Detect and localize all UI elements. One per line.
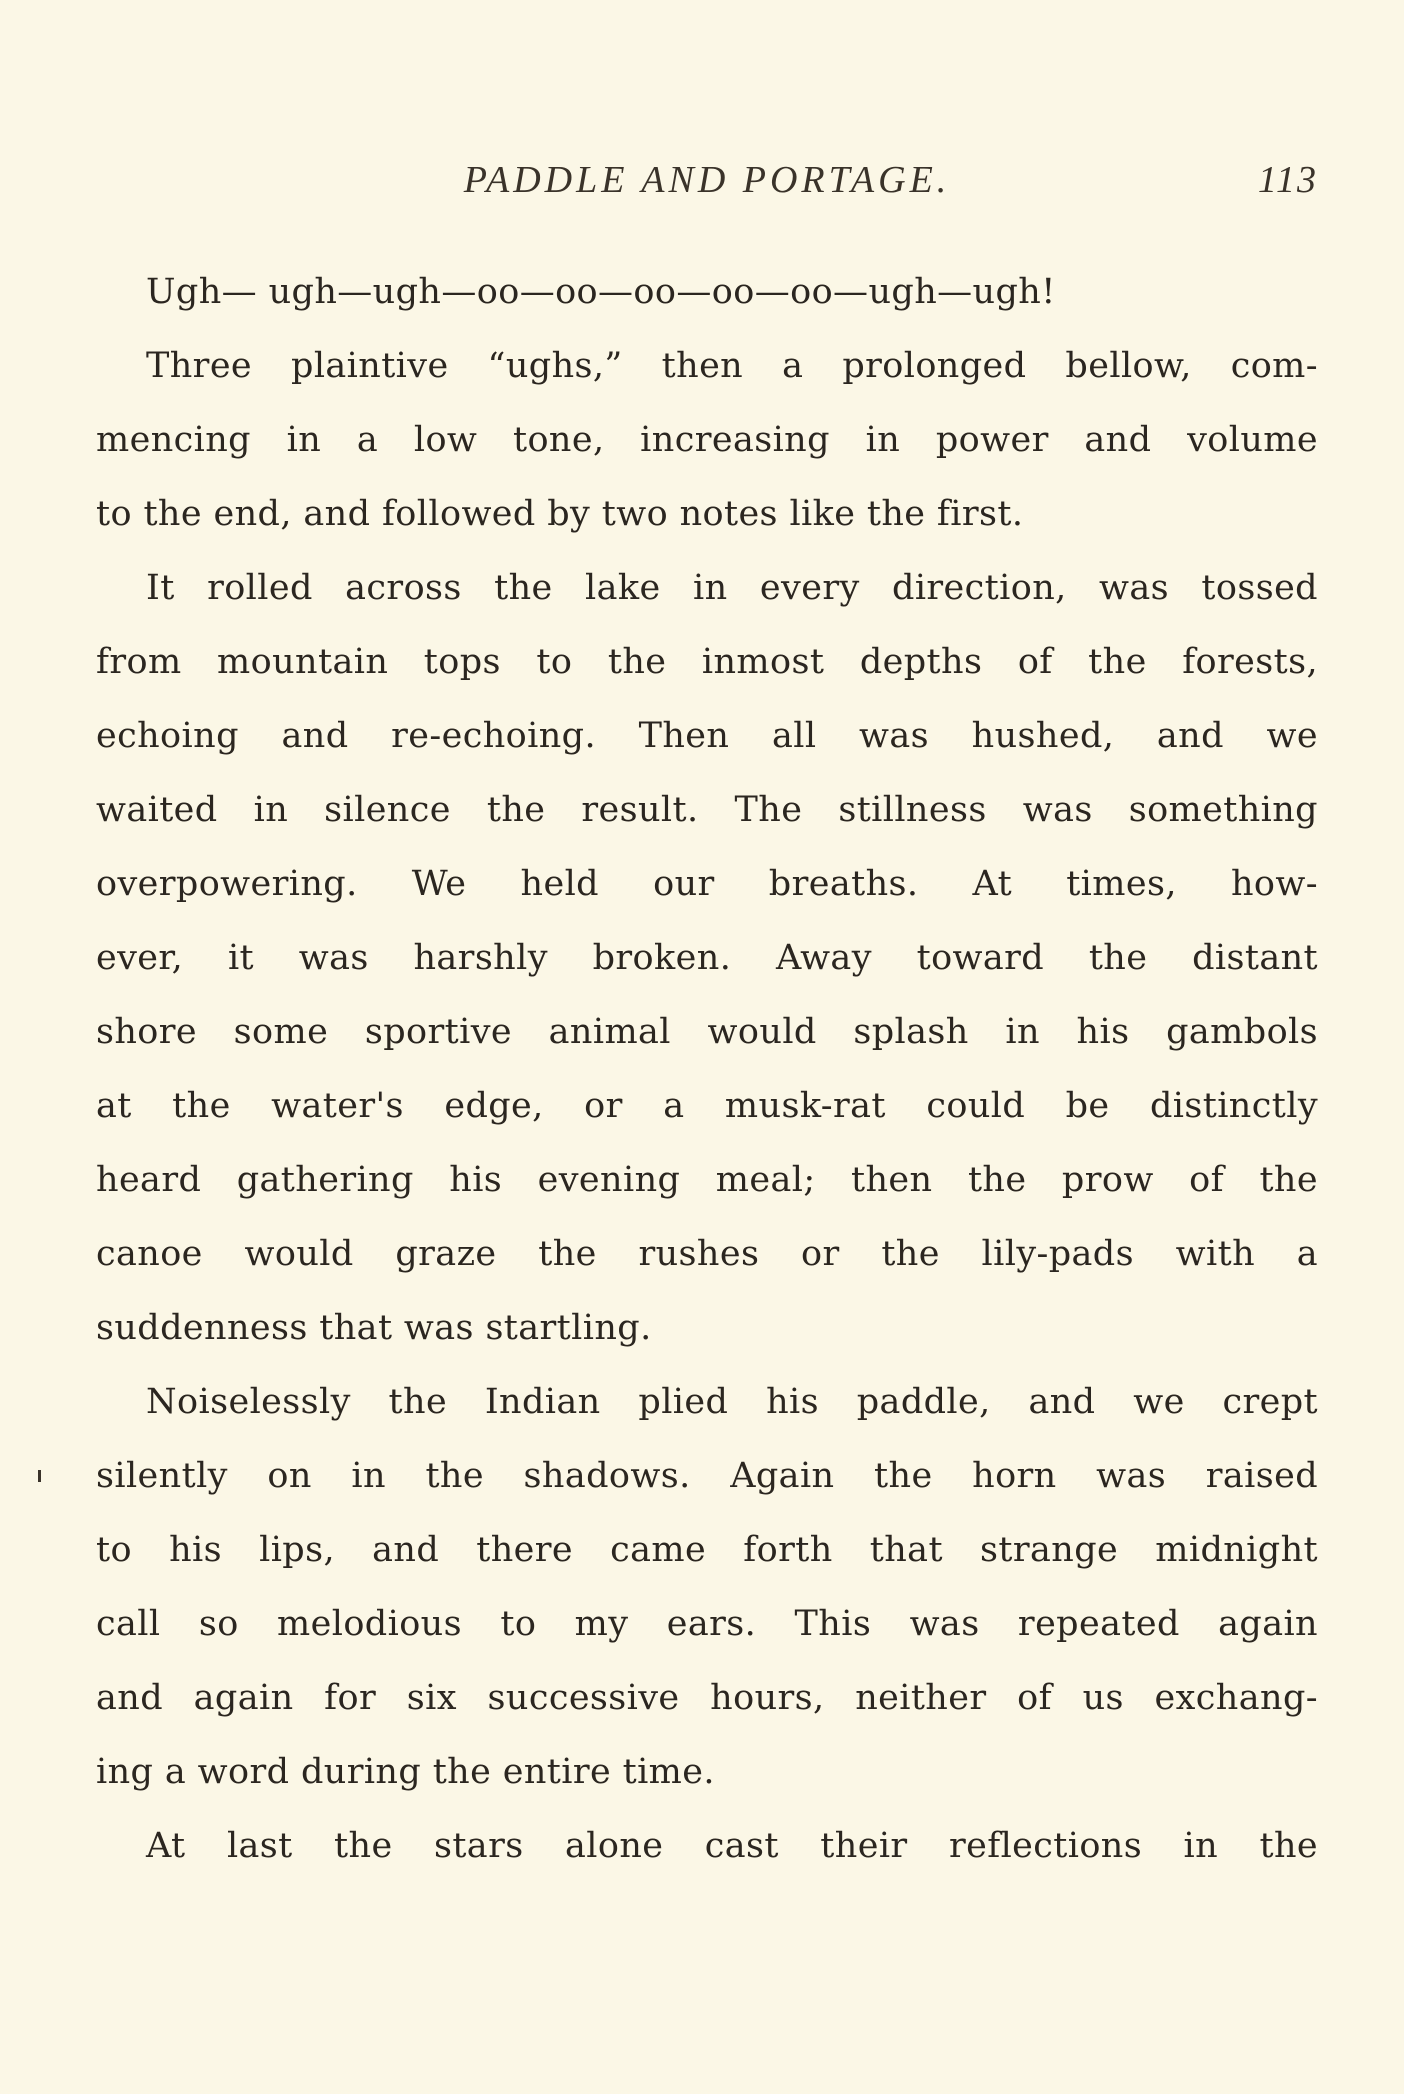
body-text	[96, 255, 1318, 1883]
text-line: Ugh— ugh—ugh—oo—oo—oo—oo—oo—ugh—ugh!	[146, 272, 1056, 312]
text-line: ing a word during the entire time.	[96, 1752, 715, 1792]
text-line: suddenness that was startling.	[96, 1308, 652, 1348]
text-line: and again for six successive hours, neither of us exchang-	[96, 1678, 1318, 1718]
text-line: call so melodious to my ears. This was repeated again	[96, 1604, 1318, 1644]
text-line: ever, it was harshly broken. Away toward the distant	[96, 938, 1318, 978]
text-line: echoing and re-echoing. Then all was hushed, and we	[96, 716, 1318, 756]
text-line: to his lips, and there came forth that strange midnight	[96, 1530, 1318, 1570]
text-line: shore some sportive animal would splash in his gambols	[96, 1012, 1318, 1052]
text-line: to the end, and followed by two notes like the first.	[96, 494, 1024, 534]
text-line: overpowering. We held our breaths. At times, how-	[96, 864, 1318, 904]
text-line: It rolled across the lake in every direction, was tossed	[146, 568, 1318, 608]
text-line: canoe would graze the rushes or the lily-pads with a	[96, 1234, 1318, 1274]
text-line: Three plaintive “ughs,” then a prolonged bellow, com-	[146, 346, 1318, 386]
text-line: mencing in a low tone, increasing in power and volume	[96, 420, 1318, 460]
text-line: from mountain tops to the inmost depths of the forests,	[96, 642, 1318, 682]
text-line: Noiselessly the Indian plied his paddle, and we crept	[146, 1382, 1318, 1422]
text-line: heard gathering his evening meal; then the prow of the	[96, 1160, 1318, 1200]
text-line: At last the stars alone cast their reflections in the	[146, 1826, 1318, 1866]
text-line: silently on in the shadows. Again the horn was raised	[96, 1456, 1318, 1496]
running-title: PADDLE AND PORTAGE.	[463, 159, 951, 201]
text-line: waited in silence the result. The stillness was something	[96, 790, 1318, 830]
margin-mark	[38, 1470, 41, 1482]
running-head	[96, 158, 1318, 208]
text-line: at the water's edge, or a musk-rat could be distinctly	[96, 1086, 1318, 1126]
page-number: 113	[1257, 159, 1318, 201]
